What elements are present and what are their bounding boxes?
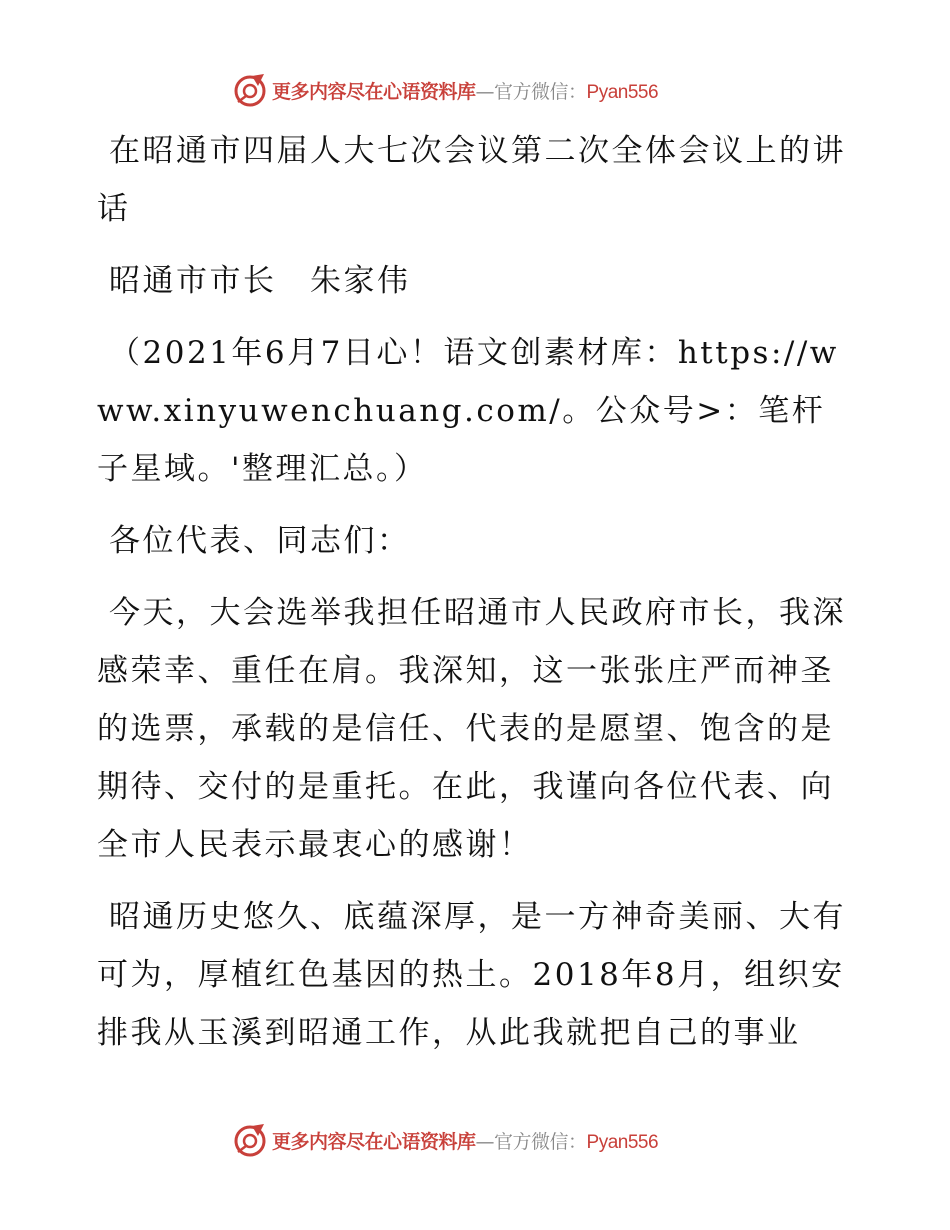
document-paragraph-1: 今天，大会选举我担任昭通市人民政府市长，我深感荣幸、重任在肩。我深知，这一张张庄严而神圣的选票，承载的是信任、代表的是愿望、饱含的是期待、交付的是重托。在此，我谨向各位代表、向全市人民表示最衷心的感谢！ [97,595,846,863]
document-paragraph-2: 昭通历史悠久、底蕴深厚，是一方神奇美丽、大有可为，厚植红色基因的热土。2018年8月，组织安排我从玉溪到昭通工作，从此我就把自己的事业 [97,899,846,1051]
banner-text [272,1127,658,1154]
brand-logo-icon [232,1122,268,1158]
document-body [97,122,857,1076]
footer-banner [0,1120,950,1160]
banner-wechat-id: Pyan556 [586,1131,659,1153]
banner-dash: — [475,80,495,103]
banner-sub-text: 官方微信： [494,80,587,103]
document-source-note: （2021年6月7日心！语文创素材库：https://www.xinyuwenchuang.com/。公众号>：笔杆子星域。'整理汇总。） [97,335,839,487]
banner-text [272,77,658,104]
document-salutation: 各位代表、同志们： [109,523,411,559]
banner-main-text: 更多内容尽在心语资料库 [272,80,476,103]
header-banner [0,70,950,110]
banner-main-text: 更多内容尽在心语资料库 [272,1130,476,1153]
banner-sub-text: 官方微信： [494,1130,587,1153]
document-author: 昭通市市长 朱家伟 [109,263,411,299]
banner-wechat-id: Pyan556 [586,81,659,103]
banner-dash: — [475,1130,495,1153]
document-title: 在昭通市四届人大七次会议第二次全体会议上的讲话 [97,133,846,227]
brand-logo-icon [232,72,268,108]
